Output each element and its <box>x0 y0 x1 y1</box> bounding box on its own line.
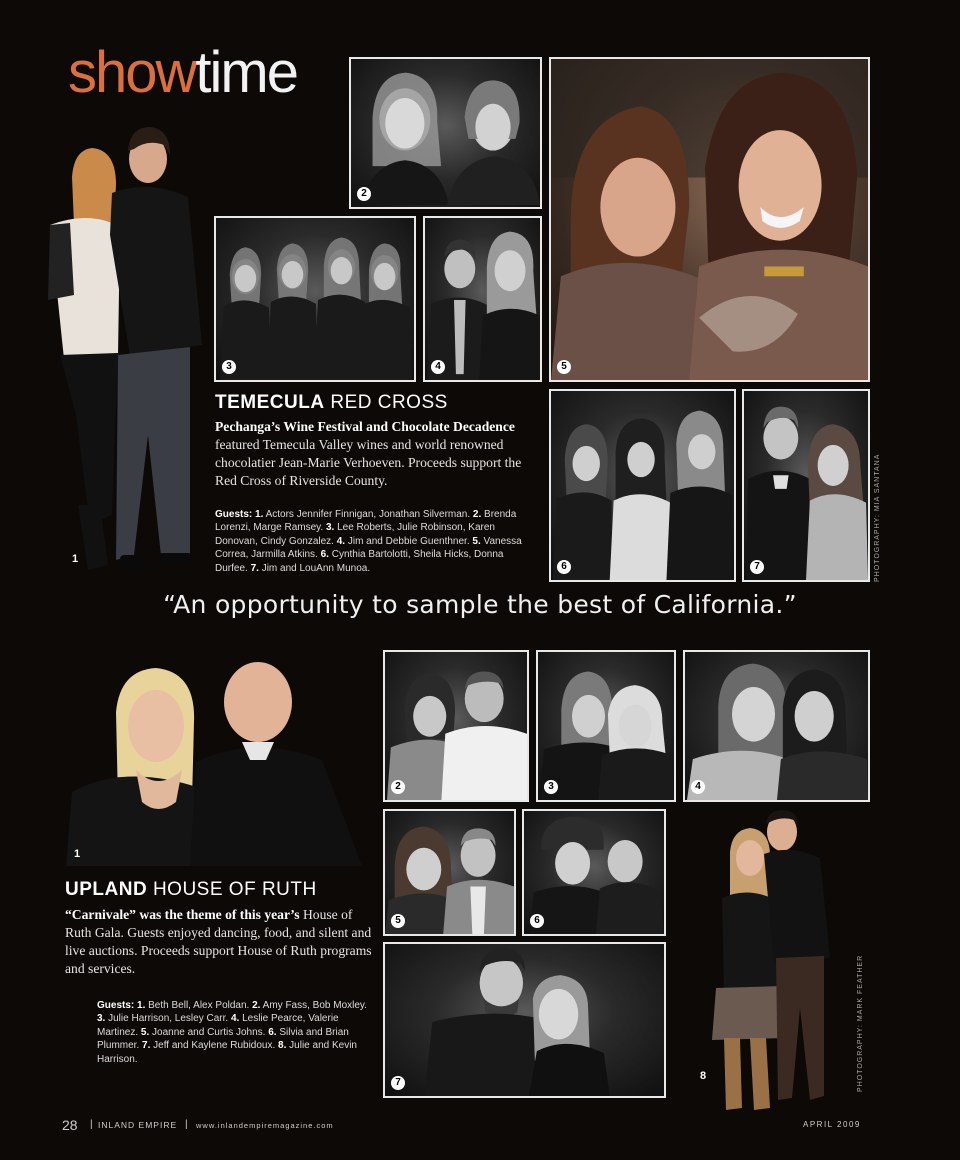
upland-photo-1 <box>66 652 372 866</box>
upland-photo-7 <box>383 942 666 1098</box>
photo-number: 4 <box>691 780 705 794</box>
guest-names: Brenda Lorenzi, Marge Ramsey. <box>215 509 517 534</box>
photo-number: 5 <box>557 360 571 374</box>
guest-number: 3. <box>325 522 335 534</box>
photo-number: 3 <box>222 360 236 374</box>
temecula-heading-org: RED CROSS <box>324 392 448 413</box>
temecula-photo-credit: PHOTOGRAPHY: MIA SANTANA <box>874 453 881 582</box>
upland-heading <box>65 879 317 901</box>
photo-number: 5 <box>391 914 405 928</box>
guest-names: Leslie Pearce, Valerie Martinez. <box>97 1013 339 1038</box>
guest-names: Actors Jennifer Finnigan, Jonathan Silverman. <box>263 509 473 520</box>
page-number: 28 <box>62 1117 78 1133</box>
guest-number: 4. <box>336 535 346 547</box>
guest-names: Beth Bell, Alex Poldan. <box>145 1000 253 1011</box>
guest-number: 8. <box>278 1040 287 1052</box>
guest-names: Jim and Debbie Guenthner. <box>345 535 473 547</box>
upland-photo-3 <box>536 650 676 802</box>
guest-names: Lee Roberts, Julie Robinson, Karen Donovan, Cindy Gonzalez. <box>215 522 495 547</box>
photo-number: 7 <box>750 560 764 574</box>
logo-part-time: time <box>195 40 297 105</box>
temecula-photo-7 <box>742 389 870 582</box>
guest-number: 5. <box>140 1026 150 1038</box>
guests-label: Guests: <box>215 509 253 520</box>
photo-number: 2 <box>391 780 405 794</box>
guest-number: 3. <box>97 1013 106 1025</box>
upland-photo-credit: PHOTOGRAPHY: MARK FEATHER <box>857 954 864 1092</box>
upland-photo-4 <box>683 650 870 802</box>
guest-names: Jeff and Kaylene Rubidoux. <box>150 1040 279 1052</box>
temecula-photo-1 <box>30 115 210 585</box>
photo-number: 6 <box>557 560 571 574</box>
upland-guests <box>97 999 369 1066</box>
temecula-photo-3 <box>214 216 416 382</box>
upland-photo-5 <box>383 809 516 936</box>
pull-quote: “An opportunity to sample the best of California.” <box>163 590 797 619</box>
photo-number: 4 <box>431 360 445 374</box>
temecula-lead-text: featured Temecula Valley wines and world renowned chocolatier Jean-Marie Verhoeven. Proceeds support the Red Cross of Riverside County. <box>215 437 522 488</box>
temecula-guests <box>215 508 533 575</box>
logo-part-show: show <box>68 40 196 105</box>
upland-photo-6 <box>522 809 666 936</box>
guest-names: Julie Harrison, Lesley Carr. <box>105 1013 231 1025</box>
upland-lead-text: House of Ruth Gala. Guests enjoyed dancing, food, and silent and live auctions. Proceeds support House of Ruth programs and services. <box>65 907 372 976</box>
guest-names: Joanne and Curtis Johns. <box>149 1026 269 1038</box>
photo-number: 6 <box>530 914 544 928</box>
guest-number: 7. <box>250 562 259 574</box>
upland-heading-org: HOUSE OF RUTH <box>147 879 317 900</box>
guest-names: Amy Fass, Bob Moxley. <box>260 1000 367 1011</box>
guest-names: Julie and Kevin Harrison. <box>97 1040 357 1065</box>
photo-number: 7 <box>391 1076 405 1090</box>
temecula-heading-city: TEMECULA <box>215 392 325 413</box>
guests-label: Guests: <box>97 1000 135 1011</box>
photo-number: 1 <box>72 553 79 565</box>
upland-photo-2 <box>383 650 529 802</box>
guest-number: 6. <box>268 1026 277 1038</box>
upland-photo-8 <box>700 808 850 1120</box>
photo-number: 8 <box>700 1070 707 1082</box>
guest-number: 5. <box>472 535 481 547</box>
footer-magazine-name: INLAND EMPIRE <box>98 1120 178 1130</box>
temecula-lead: Pechanga’s Wine Festival and Chocolate Decadence <box>215 419 515 434</box>
guest-number: 2. <box>252 1000 261 1011</box>
upland-heading-city: UPLAND <box>65 879 148 900</box>
guest-names: Vanessa Correa, Jarmilla Atkins. <box>215 535 522 561</box>
upland-description <box>65 906 373 978</box>
photo-number: 1 <box>74 848 81 860</box>
footer-url[interactable]: www.inlandempiremagazine.com <box>196 1121 334 1130</box>
guest-number: 1. <box>255 509 264 520</box>
guest-number: 4. <box>230 1013 240 1025</box>
section-logo <box>68 40 297 105</box>
temecula-description <box>215 418 523 490</box>
photo-number: 3 <box>544 780 558 794</box>
guest-number: 6. <box>320 549 329 561</box>
temecula-heading <box>215 392 448 414</box>
photo-number: 2 <box>357 187 371 201</box>
temecula-photo-6 <box>549 389 736 582</box>
guest-number: 7. <box>142 1040 151 1052</box>
upland-lead: “Carnivale” was the theme of this year’s <box>65 907 300 922</box>
guest-number: 1. <box>137 1000 146 1011</box>
temecula-photo-4 <box>423 216 542 382</box>
footer-separator: | <box>90 1119 93 1130</box>
temecula-photo-2 <box>349 57 542 209</box>
guest-names: Cynthia Bartolotti, Sheila Hicks, Donna Durfee. <box>215 549 504 574</box>
guest-names: Jim and LouAnn Munoa. <box>258 562 371 574</box>
footer-issue-date: APRIL 2009 <box>803 1120 861 1129</box>
guest-number: 2. <box>472 509 482 520</box>
temecula-photo-5 <box>549 57 870 382</box>
guest-names: Silvia and Brian Plummer. <box>97 1026 349 1052</box>
footer-separator: | <box>185 1119 188 1130</box>
